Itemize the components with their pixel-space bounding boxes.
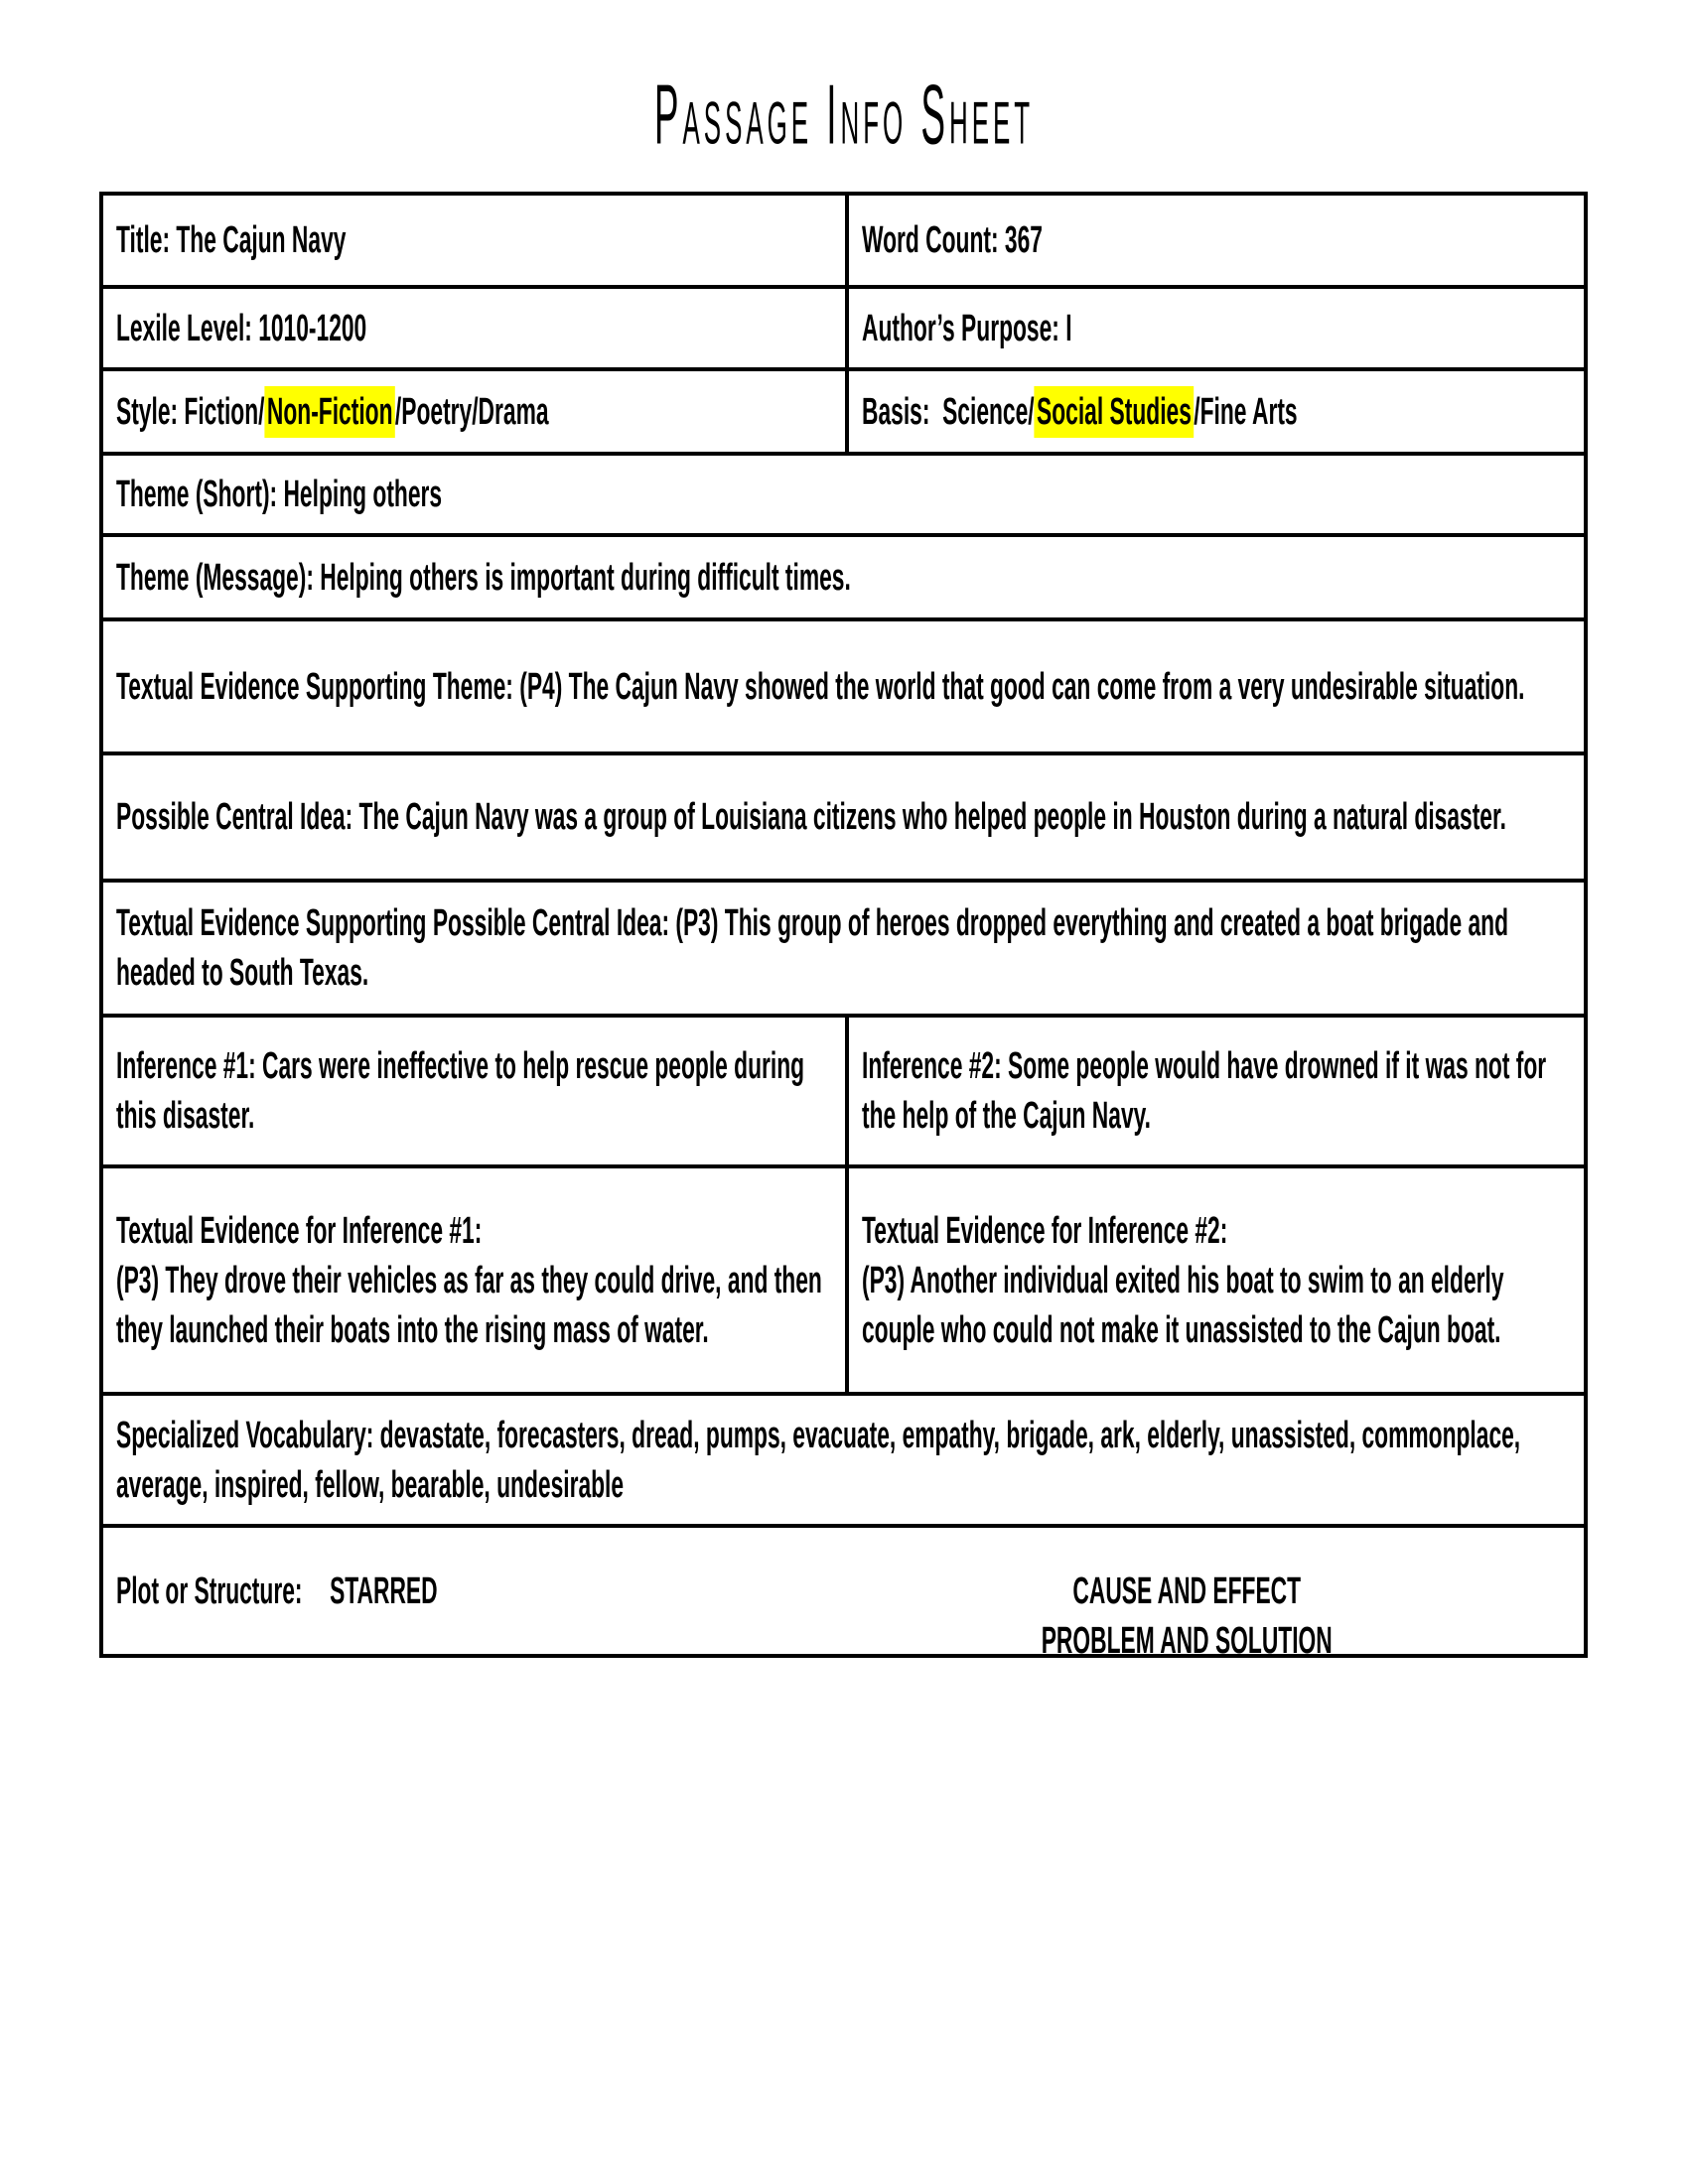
cell-inference-1: [103, 1018, 849, 1164]
cell-theme-short: [103, 456, 1584, 533]
evidence-inference-2-body: (P3) Another individual exited his boat to swim to an elderly couple who could not make it unassisted to the Cajun boat.: [862, 1259, 1510, 1351]
word-count-text: Word Count: 367: [862, 219, 1043, 261]
style-highlighted-choice: Non-Fiction: [264, 386, 394, 438]
cell-plot-structure: [103, 1528, 1584, 1654]
basis-suffix: /Fine Arts: [1194, 390, 1298, 433]
basis-prefix: Basis: Science/: [862, 390, 1035, 433]
cell-theme-message: [103, 537, 1584, 617]
table-row-title-wordcount: [103, 196, 1584, 285]
cell-evidence-central-idea: [103, 883, 1584, 1014]
evidence-inference-1-body: (P3) They drove their vehicles as far as they could drive, and then they launched their boats into the rising mass of water.: [116, 1259, 829, 1351]
cell-authors-purpose: [849, 289, 1584, 367]
table-row-evidence-central-idea: [103, 879, 1584, 1014]
structure-option-1: CAUSE AND EFFECT: [1072, 1570, 1302, 1612]
inference-2-text: Inference #2: Some people would have drowned if it was not for the help of the Cajun Navy.: [862, 1045, 1553, 1137]
table-row-vocabulary: [103, 1392, 1584, 1524]
evidence-central-idea-text: Textual Evidence Supporting Possible Central Idea: (P3) This group of heroes dropped everything and created a boat brigade and headed to South Texas.: [116, 902, 1515, 994]
evidence-inference-2-label: Textual Evidence for Inference #2:: [862, 1209, 1228, 1252]
table-row-theme-short: [103, 452, 1584, 533]
passage-title-text: Title: The Cajun Navy: [116, 219, 347, 261]
cell-passage-title: [103, 196, 849, 285]
info-table: [99, 192, 1588, 1658]
vocabulary-text: Specialized Vocabulary: devastate, forecasters, dread, pumps, evacuate, empathy, brigade, ark, elderly, unassisted, commonplace, average, inspired, fellow, bearable, undesirable: [116, 1414, 1527, 1506]
evidence-inference-1-text: [116, 1206, 829, 1355]
cell-lexile-level: [103, 289, 849, 367]
basis-highlighted-choice: Social Studies: [1035, 386, 1195, 438]
plot-structure-value: STARRED: [330, 1570, 438, 1612]
style-prefix: Style: Fiction/: [116, 390, 265, 433]
theme-short-text: Theme (Short): Helping others: [116, 474, 443, 515]
cell-central-idea: [103, 755, 1584, 879]
structure-options: [835, 1567, 1539, 1655]
evidence-theme-text: Textual Evidence Supporting Theme: (P4) The Cajun Navy showed the world that good can come from a very undesirable situation.: [116, 665, 1525, 708]
table-row-central-idea: [103, 751, 1584, 879]
structure-option-2: PROBLEM AND SOLUTION: [1041, 1619, 1333, 1654]
table-row-style-basis: [103, 367, 1584, 452]
table-row-lexile-purpose: [103, 285, 1584, 367]
cell-evidence-inference-1: [103, 1168, 849, 1392]
basis-text: [862, 387, 1568, 437]
plot-structure-label: Plot or Structure:: [116, 1570, 303, 1612]
style-text: [116, 387, 829, 437]
style-suffix: /Poetry/Drama: [394, 390, 549, 433]
authors-purpose-text: Author’s Purpose: I: [862, 307, 1072, 349]
table-row-plot-structure: [103, 1524, 1584, 1654]
plot-structure-content: [116, 1567, 1568, 1654]
table-row-theme-message: [103, 533, 1584, 617]
evidence-inference-2-text: [862, 1206, 1568, 1355]
cell-basis: [849, 371, 1584, 452]
central-idea-text: Possible Central Idea: The Cajun Navy was a group of Louisiana citizens who helped people in Houston during a natural disaster.: [116, 796, 1506, 838]
cell-evidence-inference-2: [849, 1168, 1584, 1392]
cell-style: [103, 371, 849, 452]
cell-inference-2: [849, 1018, 1584, 1164]
page-title: Passage Info Sheet: [653, 67, 1035, 162]
cell-word-count: [849, 196, 1584, 285]
cell-evidence-theme: [103, 621, 1584, 751]
lexile-level-text: Lexile Level: 1010-1200: [116, 307, 367, 349]
theme-message-text: Theme (Message): Helping others is important during difficult times.: [116, 556, 851, 599]
inference-1-text: Inference #1: Cars were ineffective to help rescue people during this disaster.: [116, 1045, 811, 1137]
cell-vocabulary: [103, 1396, 1584, 1524]
table-row-evidence-inferences: [103, 1164, 1584, 1392]
table-row-evidence-theme: [103, 617, 1584, 751]
table-row-inferences: [103, 1014, 1584, 1164]
evidence-inference-1-label: Textual Evidence for Inference #1:: [116, 1209, 483, 1252]
